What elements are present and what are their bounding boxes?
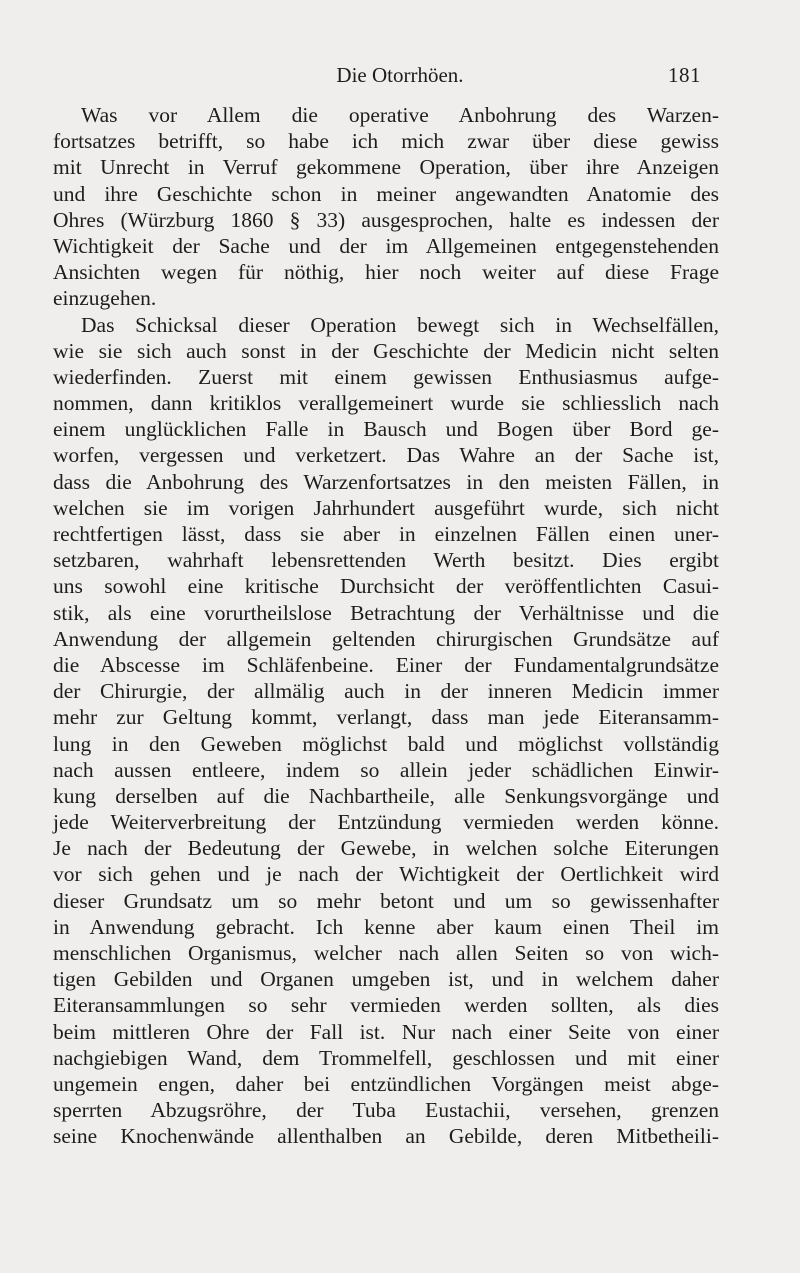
text-line: kung derselben auf die Nachbartheile, alle Senkungsvorgänge und (53, 783, 719, 808)
text-line: Ohres (Würzburg 1860 § 33) ausgesprochen, halte es indessen der (53, 207, 719, 232)
text-line: vor sich gehen und je nach der Wichtigkeit der Oertlichkeit wird (53, 862, 719, 887)
text-line: wie sie sich auch sonst in der Geschichte der Medicin nicht selten (53, 338, 719, 363)
text-line: tigen Gebilden und Organen umgeben ist, und in welchem daher (53, 967, 719, 992)
text-line: Wichtigkeit der Sache und der im Allgemeinen entgegenstehenden (53, 233, 719, 258)
text-line: einzugehen. (53, 286, 157, 311)
text-line: stik, als eine vorurtheilslose Betrachtung der Verhältnisse und die (53, 600, 719, 625)
text-line: Anwendung der allgemein geltenden chirurgischen Grundsätze auf (53, 626, 719, 651)
text-line: fortsatzes betrifft, so habe ich mich zwar über diese gewiss (53, 129, 719, 154)
text-line: Das Schicksal dieser Operation bewegt sich in Wechselfällen, (81, 312, 719, 337)
running-title: Die Otorrhöen. (336, 63, 464, 87)
running-head (0, 62, 800, 88)
text-line: die Abscesse im Schläfenbeine. Einer der Fundamentalgrundsätze (53, 652, 719, 677)
text-line: welchen sie im vorigen Jahrhundert ausgeführt wurde, sich nicht (53, 495, 719, 520)
text-line: wiederfinden. Zuerst mit einem gewissen Enthusiasmus aufge- (53, 364, 719, 389)
text-line: worfen, vergessen und verketzert. Das Wahre an der Sache ist, (53, 443, 719, 468)
text-line: sperrten Abzugsröhre, der Tuba Eustachii, versehen, grenzen (53, 1098, 719, 1123)
text-line: Eiteransammlungen so sehr vermieden werden sollten, als dies (53, 993, 719, 1018)
text-line: in Anwendung gebracht. Ich kenne aber kaum einen Theil im (53, 914, 719, 939)
text-line: jede Weiterverbreitung der Entzündung vermieden werden könne. (53, 810, 719, 835)
text-line: Ansichten wegen für nöthig, hier noch weiter auf diese Frage (53, 260, 719, 285)
text-line: mit Unrecht in Verruf gekommene Operation, über ihre Anzeigen (53, 155, 719, 180)
text-line: Je nach der Bedeutung der Gewebe, in welchen solche Eiterungen (53, 836, 719, 861)
text-line: rechtfertigen lässt, dass sie aber in einzelnen Fällen einen uner- (53, 522, 719, 546)
body-text (53, 102, 719, 1150)
text-line: menschlichen Organismus, welcher nach allen Seiten so von wich- (53, 941, 719, 965)
text-line: setzbaren, wahrhaft lebensrettenden Werth besitzt. Dies ergibt (53, 548, 719, 573)
text-line: einem unglücklichen Falle in Bausch und Bogen über Bord ge- (53, 417, 719, 442)
page-number: 181 (668, 63, 701, 87)
text-line: ungemein engen, daher bei entzündlichen Vorgängen meist abge- (53, 1071, 719, 1096)
text-line: lung in den Geweben möglichst bald und möglichst vollständig (53, 731, 719, 756)
text-line: dass die Anbohrung des Warzenfortsatzes in den meisten Fällen, in (53, 469, 719, 494)
text-line: nachgiebigen Wand, dem Trommelfell, geschlossen und mit einer (53, 1045, 719, 1070)
text-line: beim mittleren Ohre der Fall ist. Nur nach einer Seite von einer (53, 1019, 719, 1044)
text-line: dieser Grundsatz um so mehr betont und um so gewissenhafter (53, 888, 719, 913)
text-line: nach aussen entleere, indem so allein jeder schädlichen Einwir- (53, 757, 719, 782)
text-line: der Chirurgie, der allmälig auch in der inneren Medicin immer (53, 679, 719, 704)
text-line: nommen, dann kritiklos verallgemeinert wurde sie schliesslich nach (53, 391, 719, 416)
text-line: und ihre Geschichte schon in meiner angewandten Anatomie des (53, 181, 719, 206)
text-line: mehr zur Geltung kommt, verlangt, dass man jede Eiteransamm- (53, 705, 719, 730)
text-line: seine Knochenwände allenthalben an Gebilde, deren Mitbetheili- (53, 1124, 719, 1149)
text-line: Was vor Allem die operative Anbohrung des Warzen- (81, 103, 719, 127)
text-line: uns sowohl eine kritische Durchsicht der veröffentlichten Casui- (53, 574, 719, 599)
